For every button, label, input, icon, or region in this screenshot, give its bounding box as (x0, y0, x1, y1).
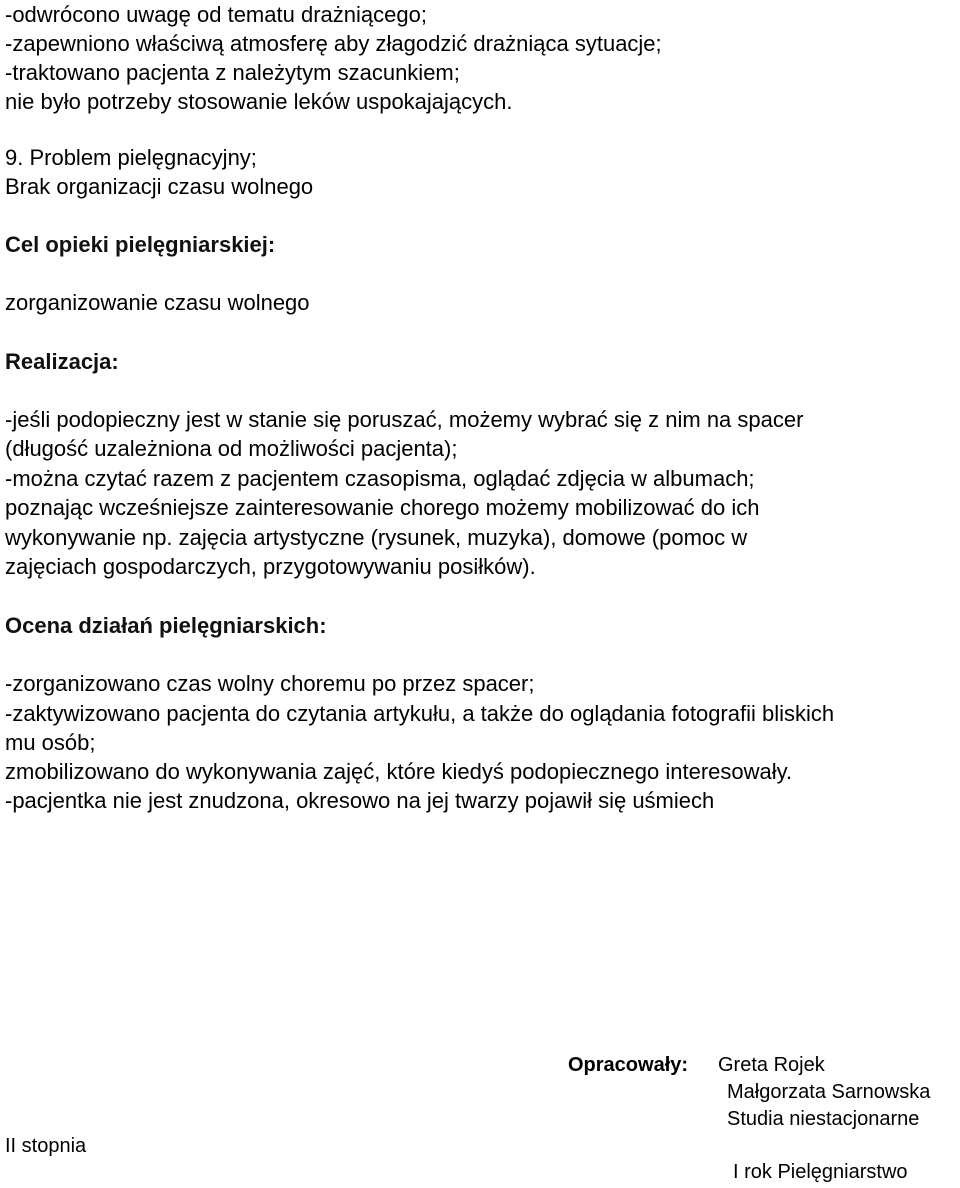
evaluation-heading: Ocena działań pielęgniarskich: (5, 613, 327, 638)
realization-line: -jeśli podopieczny jest w stanie się poruszać, możemy wybrać się z nim na spacer (5, 407, 804, 432)
realization-line: zajęciach gospodarczych, przygotowywaniu posiłków). (5, 554, 536, 579)
intro-line: -odwrócono uwagę od tematu drażniącego; (5, 2, 427, 27)
degree-level: II stopnia (5, 1135, 87, 1157)
evaluation-line: -pacjentka nie jest znudzona, okresowo na jej twarzy pojawił się uśmiech (5, 788, 715, 813)
goal-heading: Cel opieki pielęgniarskiej: (5, 232, 276, 257)
realization-line: -można czytać razem z pacjentem czasopisma, oglądać zdjęcia w albumach; (5, 466, 755, 491)
problem-title: 9. Problem pielęgnacyjny; (5, 145, 257, 170)
intro-line: nie było potrzeby stosowanie leków uspokajających. (5, 89, 513, 114)
authors-label: Opracowały: (568, 1054, 689, 1076)
intro-line: -traktowano pacjenta z należytym szacunkiem; (5, 60, 460, 85)
study-mode: Studia niestacjonarne (727, 1108, 920, 1130)
year-field: I rok Pielęgniarstwo (733, 1161, 908, 1183)
author-name: Małgorzata Sarnowska (727, 1081, 931, 1103)
problem-text: Brak organizacji czasu wolnego (5, 174, 314, 199)
intro-line: -zapewniono właściwą atmosferę aby złagodzić drażniąca sytuacje; (5, 31, 662, 56)
evaluation-line: -zaktywizowano pacjenta do czytania artykułu, a także do oglądania fotografii bliskich (5, 701, 835, 726)
evaluation-line: -zorganizowano czas wolny choremu po przez spacer; (5, 671, 535, 696)
realization-line: poznając wcześniejsze zainteresowanie chorego możemy mobilizować do ich (5, 495, 760, 520)
realization-line: (długość uzależniona od możliwości pacjenta); (5, 436, 458, 461)
author-name: Greta Rojek (718, 1054, 825, 1076)
realization-line: wykonywanie np. zajęcia artystyczne (rysunek, muzyka), domowe (pomoc w (5, 525, 748, 550)
realization-heading: Realizacja: (5, 349, 119, 374)
evaluation-line: mu osób; (5, 730, 96, 755)
evaluation-line: zmobilizowano do wykonywania zajęć, które kiedyś podopiecznego interesowały. (5, 759, 793, 784)
goal-text: zorganizowanie czasu wolnego (5, 290, 310, 315)
